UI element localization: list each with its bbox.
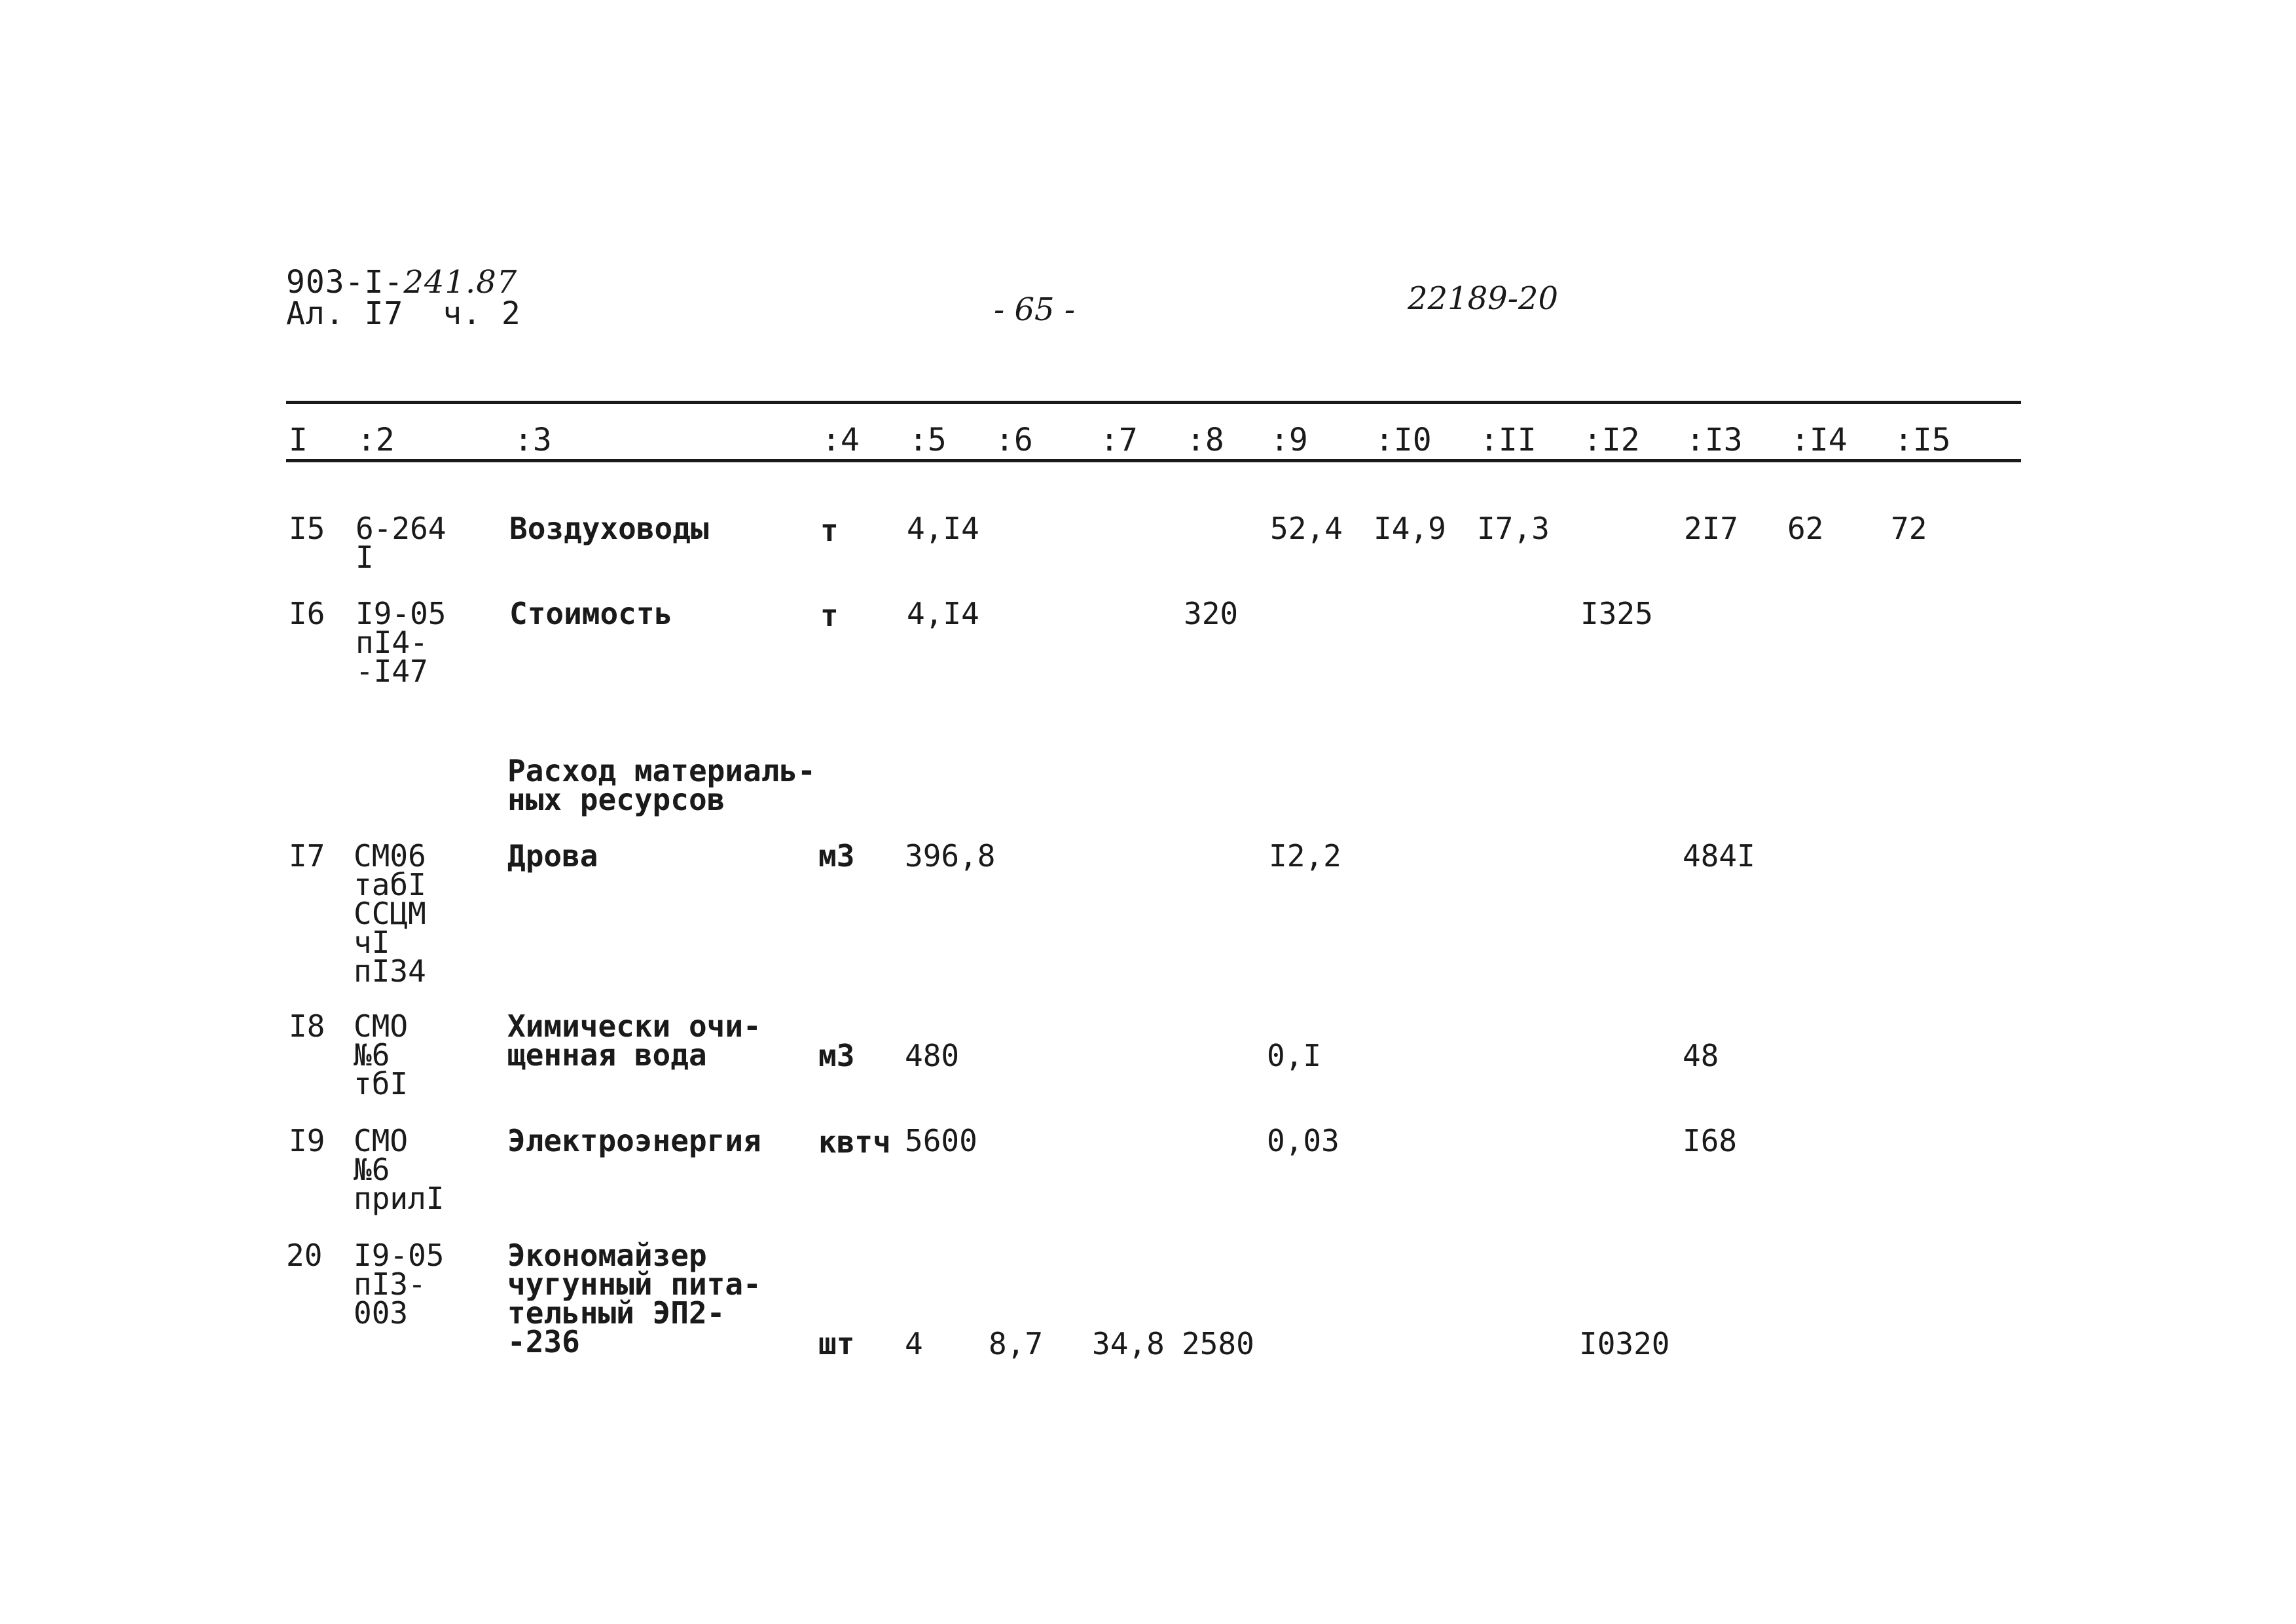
cell-col13: 484I: [1683, 838, 1755, 874]
cell-col13: I68: [1683, 1123, 1738, 1158]
cell-col12: I0320: [1579, 1326, 1670, 1361]
row-number: 20: [286, 1238, 323, 1273]
norm-code: I9-05 пI4- -I47: [355, 596, 446, 689]
column-header: :9: [1270, 422, 1308, 458]
quantity: 4,I4: [907, 596, 979, 631]
column-header: :5: [909, 422, 947, 458]
quantity: 480: [905, 1038, 960, 1073]
item-name: Дрова: [507, 838, 598, 874]
column-header: I: [289, 422, 308, 458]
document-number-handwritten: 241.87: [403, 264, 518, 301]
row-number: I6: [289, 596, 325, 631]
row-number: I7: [289, 838, 325, 874]
quantity: 5600: [905, 1123, 977, 1158]
column-header: :I2: [1583, 422, 1640, 458]
column-header: :I0: [1375, 422, 1432, 458]
document-number-prefix: 903-I-: [286, 264, 404, 301]
norm-code: I9-05 пI3- 003: [354, 1238, 445, 1331]
column-header: :4: [822, 422, 860, 458]
quantity: 4: [905, 1326, 923, 1361]
document-code: 22189-20: [1408, 280, 1558, 317]
cell-col9: 0,I: [1267, 1038, 1322, 1073]
unit: шт: [818, 1326, 855, 1361]
section-heading: Расход материаль- ных ресурсов: [507, 753, 816, 817]
unit: т: [820, 513, 839, 548]
item-name: Стоимость: [509, 596, 673, 631]
norm-code: СМО №6 прилI: [354, 1123, 445, 1216]
cell-col12: I325: [1580, 596, 1653, 631]
unit: м3: [818, 1038, 855, 1073]
column-header: :2: [357, 422, 395, 458]
cell-col15: 72: [1891, 511, 1927, 546]
norm-code: СМО №6 тбI: [354, 1008, 409, 1101]
column-header: :II: [1480, 422, 1537, 458]
unit: м3: [818, 838, 855, 874]
cell-col9: 52,4: [1270, 511, 1343, 546]
norm-code: 6-264 I: [355, 511, 446, 575]
column-header: :I5: [1894, 422, 1951, 458]
item-name: Воздуховоды: [509, 511, 709, 546]
row-number: I5: [289, 511, 325, 546]
document-number: [286, 264, 518, 301]
table-header-rule: [286, 459, 2021, 462]
cell-col9: 0,03: [1267, 1123, 1339, 1158]
cell-col13: 2I7: [1684, 511, 1739, 546]
page-number: - 65 -: [994, 291, 1076, 328]
unit: т: [820, 598, 839, 633]
unit: квтч: [818, 1124, 891, 1160]
column-header: :3: [514, 422, 552, 458]
column-header: :6: [995, 422, 1033, 458]
cell-col6: 8,7: [989, 1326, 1044, 1361]
column-header: :I4: [1791, 422, 1848, 458]
cell-col7: 34,8: [1092, 1326, 1165, 1361]
item-name: Химически очи- щенная вода: [507, 1008, 761, 1073]
row-number: I9: [289, 1123, 325, 1158]
cell-col14: 62: [1787, 511, 1824, 546]
table-top-rule: [286, 401, 2021, 404]
column-header: :7: [1100, 422, 1138, 458]
row-number: I8: [289, 1008, 325, 1044]
cell-col13: 48: [1683, 1038, 1719, 1073]
norm-code: СМ06 табI ССЦМ чI пI34: [354, 838, 426, 989]
item-name: Электроэнергия: [507, 1123, 761, 1158]
quantity: 396,8: [905, 838, 996, 874]
column-header: :I3: [1686, 422, 1743, 458]
cell-col8: 320: [1184, 596, 1239, 631]
cell-col11: I7,3: [1477, 511, 1550, 546]
quantity: 4,I4: [907, 511, 979, 546]
cell-col9: I2,2: [1269, 838, 1341, 874]
cell-col8: 2580: [1182, 1326, 1254, 1361]
album-part: Ал. I7 ч. 2: [286, 295, 521, 332]
cell-col10: I4,9: [1374, 511, 1446, 546]
item-name: Экономайзер чугунный пита- тельный ЭП2- -236: [507, 1238, 761, 1359]
column-header: :8: [1186, 422, 1224, 458]
